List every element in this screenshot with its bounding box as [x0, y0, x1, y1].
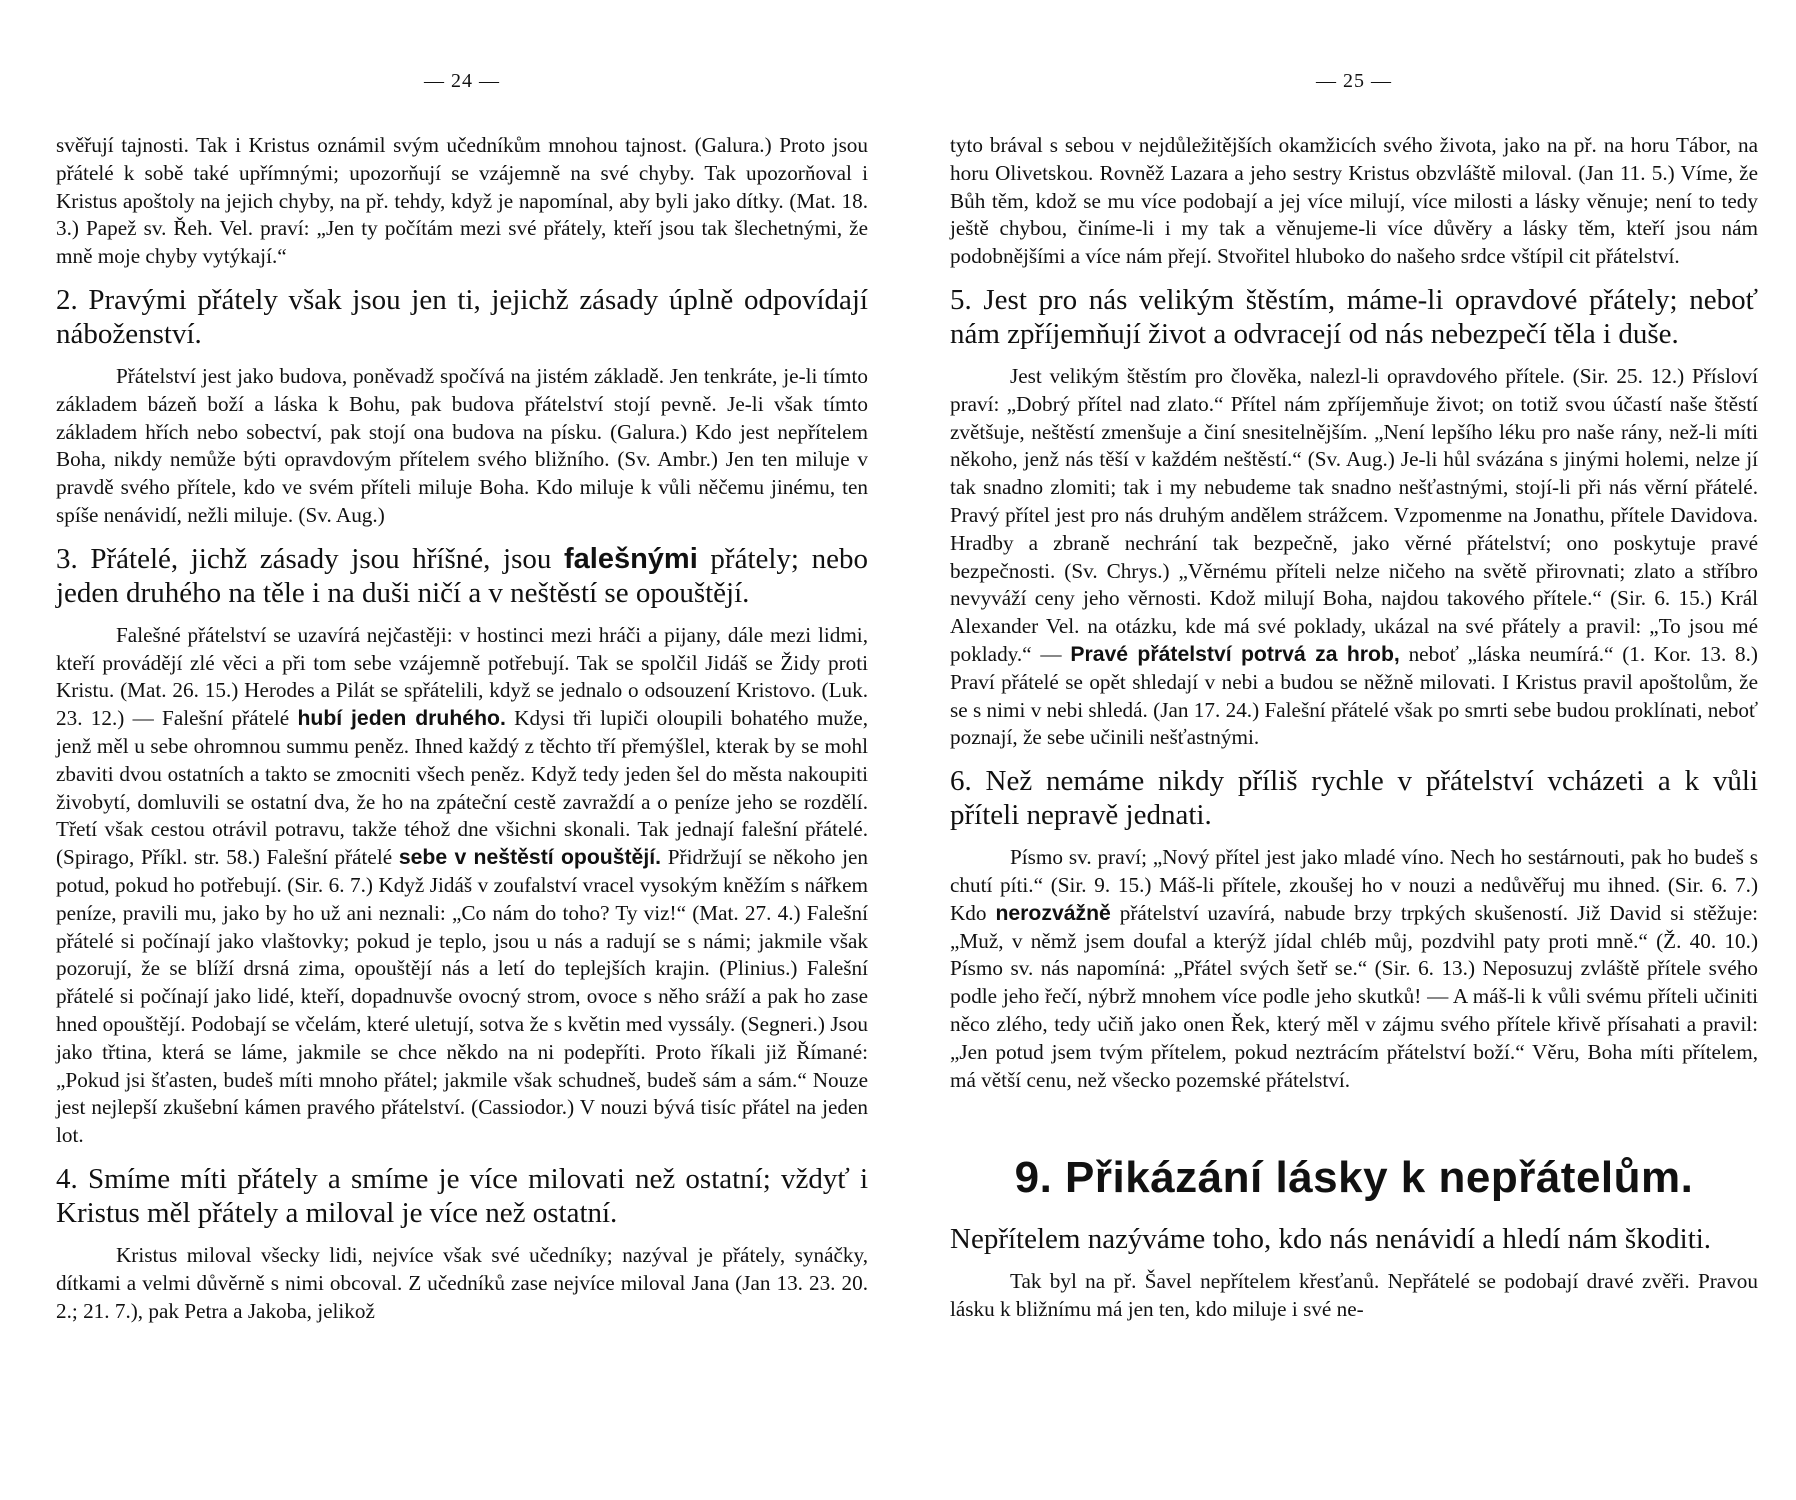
p3-bold-abandon: sebe v neštěstí opouštějí. [398, 846, 662, 870]
right-column [950, 132, 1758, 1330]
p6-part-c: přátelství uzavírá, nabude brzy trpkých skušeností. Již David si stěžuje: „Muž, v němž jsem doufal a kterýž jídal chléb můj, pozdvihl paty proti mně.“ (Ž. 40. 10.) Písmo sv. nás napomíná: „Přátel svých šetř se.“ (Sir. 6. 13.) Neposuzuj zvláště přítele svého podle jeho řečí, nýbrž mnohem více podle jeho skutků! — A máš-li k vůli svému příteli učiniti něco zlého, tedy učiň jako onen Řek, který měl v zájmu svého přítele křivě přísahati a pravil: „Jen potud jsem tvým přítelem, pokud neztrácím přátelství boží.“ Věru, Boha míti přítelem, má větší cenu, než všecko pozemské přátelství. [950, 900, 1758, 1092]
paragraph-treasure [950, 363, 1758, 752]
p3-bold-destroy: hubí jeden druhého. [297, 707, 506, 731]
heading-false-friends-bold: falešnými [563, 542, 698, 575]
paragraph-christ-loved: Kristus miloval všecky lidi, nejvíce však své učedníky; nazýval je přátely, synáčky, dítkami a velmi důvěrně s nimi obcoval. Z učedníků zase nejvíce miloval Jana (Jan 13. 23. 20. 2.; 21. 7.), pak Petra a Jakoba, jelikož [56, 1242, 868, 1323]
heading-great-fortune: 5. Jest pro nás velikým štěstím, máme-li opravdové přátely; neboť nám zpříjemňují život a odvracejí od nás nebezpečí těla i duše. [950, 283, 1758, 350]
paragraph-false-friendship [56, 622, 868, 1150]
p6-part-a: Písmo sv. praví; „Nový přítel jest jako mladé víno. Nech ho sestárnouti, pak ho budeš s chutí píti.“ (Sir. 9. 15.) Máš-li přítele, zkoušej ho v nouzi a nedůvěřuj mu ihned. (Sir. 6. 7.) Kdo [950, 845, 1758, 925]
heading-may-have-friends: 4. Smíme míti přátely a smíme je více milovati než ostatní; vždyť i Kristus měl přátely a miloval je více než ostatní. [56, 1162, 868, 1229]
paragraph-new-wine [950, 844, 1758, 1094]
p3-part-a: Falešné přátelství se uzavírá nejčastěji: v hostinci mezi hráči a pijany, dále mezi lidmi, kteří provádějí zlé věci a při tom sebe vzájemně potřebují. Tak se spolčil Jidáš se Židy proti Kristu. (Mat. 26. 15.) Herodes a Pilát se spřátelili, když se jednalo o odsouzení Kristovo. (Luk. 23. 12.) — Falešní přátelé [56, 622, 868, 731]
heading-false-friends-a: 3. Přátelé, jichž zásady jsou hříšné, jsou [56, 542, 564, 575]
page-number-right: — 25 — [1316, 70, 1392, 92]
p5-part-c: neboť „láska neumírá.“ (1. Kor. 13. 8.) Praví přátelé se opět shledají v nebi a budou se něžně milovati. I Kristus pravil apoštolům, že se s nimi v nebi shledá. (Jan 17. 24.) Falešní přátelé však po smrti sebe budou proklínati, neboť poznají, že sebe učinili nešťastnými. [950, 641, 1758, 750]
paragraph-trust: svěřují tajnosti. Tak i Kristus oznámil svým učedníkům mnohou tajnost. (Galura.) Proto jsou přátelé k sobě také upřímnými; upozorňují se vzájemně na své chyby. Tak upozorňoval i Kristus apoštoly na jejich chyby, na př. tehdy, když je napomínal, aby byli jako dítky. (Mat. 18. 3.) Papež sv. Řeh. Vel. praví: „Jen ty počítám mezi své přátely, kteří jsou tak šlechetnými, že mně moje chyby vytýkají.“ [56, 133, 868, 269]
chapter-title: 9. Přikázání lásky k nepřátelům. [1014, 1153, 1694, 1203]
heading-enemy-definition: Nepřítelem nazýváme toho, kdo nás nenávidí a hledí nám škoditi. [950, 1223, 1712, 1256]
page-number-left: — 24 — [424, 70, 500, 92]
p5-bold-grave: Pravé přátelství potrvá za hrob, [1070, 642, 1400, 666]
left-column [56, 132, 868, 1331]
heading-false-friends-c: přátely; nebo jeden druhého na těle i na duši ničí a v neštěstí se opouštějí. [56, 542, 868, 609]
paragraph-saul: Tak byl na př. Šavel nepřítelem křesťanů. Nepřátelé se podobají dravé zvěři. Pravou lásku k bližnímu má jen ten, kdo miluje i své ne- [950, 1269, 1758, 1322]
paragraph-building: Přátelství jest jako budova, poněvadž spočívá na jistém základě. Jen tenkráte, je-li tímto základem bázeň boží a láska k Bohu, pak budova přátelství stojí pevně. Je-li však tímto základem hřích nebo sobectví, pak stojí ona budova na písku. (Galura.) Kdo jest nepřítelem Boha, nikdy nemůže býti opravdovým přítelem svého bližního. (Sv. Ambr.) Jen ten miluje v pravdě svého přítele, kdo ve svém příteli miluje Boha. Kdo miluje k vůli něčemu jinému, ten spíše nenávidí, nežli miluje. (Sv. Aug.) [56, 363, 868, 527]
p3-part-e: Přidržují se někoho jen potud, pokud ho potřebují. (Sir. 6. 7.) Když Jidáš v zoufalství vracel vysokým kněžím s nářkem peníze, pravili mu, jako by ho už ani neznali: „Co nám do toho? Ty viz!“ (Mat. 27. 4.) Falešní přátelé si počínají jako vlaštovky; pokud je teplo, jsou u nás a radují se s námi; jakmile však pozorují, že se blíží drsná zima, opouštějí nás a letí do teplejších krajin. (Plinius.) Falešní přátelé si počínají jako lidé, kteří, dopadnuvše ovocný strom, ovoce s něho sráží a pak ho zase hned opouštějí. Podobají se včelám, které uletují, sotva že s květin med vyssály. (Segneri.) Jsou jako třtina, která se láme, jakmile se chce někdo na ni podepříti. Proto říkali již Římané: „Pokud jsi šťasten, budeš míti mnoho přátel; jakmile však schudneš, budeš sám a sám.“ Nouze jest nejlepší zkušební kámen pravého přátelství. (Cassiodor.) V nouzi bývá tisíc přátel na jeden lot. [56, 845, 868, 1148]
p6-bold-rashly: nerozvážně [995, 901, 1111, 925]
heading-not-too-quickly: 6. Než nemáme nikdy příliš rychle v přátelství vcházeti a k vůli příteli nepravě jednati. [950, 765, 1758, 832]
paragraph-tabor: tyto brával s sebou v nejdůležitějších okamžicích svého života, jako na př. na horu Tábor, na horu Olivetskou. Rovněž Lazara a jeho sestry Kristus obzvláště miloval. (Jan 11. 5.) Víme, že Bůh těm, kdož se mu více podobají a jej více milují, více milosti a lásky věnuje; není to tedy ještě chybou, činíme-li i my tak a věnujeme-li více důvěry a lásky těm, kteří jsou nám podobnějšími a více nám přejí. Stvořitel hluboko do našeho srdce vštípil cit přátelství. [950, 133, 1758, 269]
right-page [950, 0, 1758, 1500]
heading-false-friends [56, 542, 868, 610]
heading-true-friends: 2. Pravými přátely však jsou jen ti, jejichž zásady úplně odpovídají náboženství. [56, 283, 868, 350]
p3-part-c: Kdysi tři lupiči oloupili bohatého muže, jenž měl u sebe ohromnou summu peněz. Ihned každý z těchto tří přemýšlel, kterak by se mohl zbaviti dvou ostatních a takto se zmocniti všech peněz. Když tedy jeden šel do města nakoupiti živobytí, domluvili se ostatní dva, že ho na zpáteční cestě zavraždí a o peníze jeho se rozdělí. Třetí však cestou otrávil potravu, takže téhož dne všichni skonali. Tak jednají falešní přátelé. (Spirago, Příkl. str. 58.) Falešní přátelé [56, 706, 869, 870]
p5-part-a: Jest velikým štěstím pro člověka, nalezl-li opravdového přítele. (Sir. 25. 12.) Přísloví praví: „Dobrý přítel nad zlato.“ Přítel nám zpříjemňuje život; on totiž svou účastí naše štěstí zvětšuje, neštěstí zmenšuje a činí snesitelnějším. „Není lepšího léku pro naše rány, než-li míti někoho, jenž nás těší v každém neštěstí.“ (Sv. Aug.) Je-li hůl svázána s jinými holemi, nelze jí tak snadno zlomiti; tak i my nebudeme tak snadno nešťastnými, stojí-li při nás věrní přátelé. Pravý přítel jest pro nás druhým andělem strážcem. Vzpomenme na Jonathu, přítele Davidova. Hradby a zbraně nechrání tak bezpečně, jako věrné přátelství; ono poskytuje pravé bezpečnosti. (Sv. Chrys.) „Věrnému příteli nelze ničeho na světě přirovnati; zlato a stříbro nevyváží ceny jeho věrnosti. Kdož milují Boha, najdou takového přítele.“ (Sir. 6. 15.) Král Alexander Vel. na otázku, kde má své poklady, ukázal na své přátely a pravil: „To jsou mé poklady.“ — [950, 363, 1758, 666]
left-page [56, 0, 868, 1500]
